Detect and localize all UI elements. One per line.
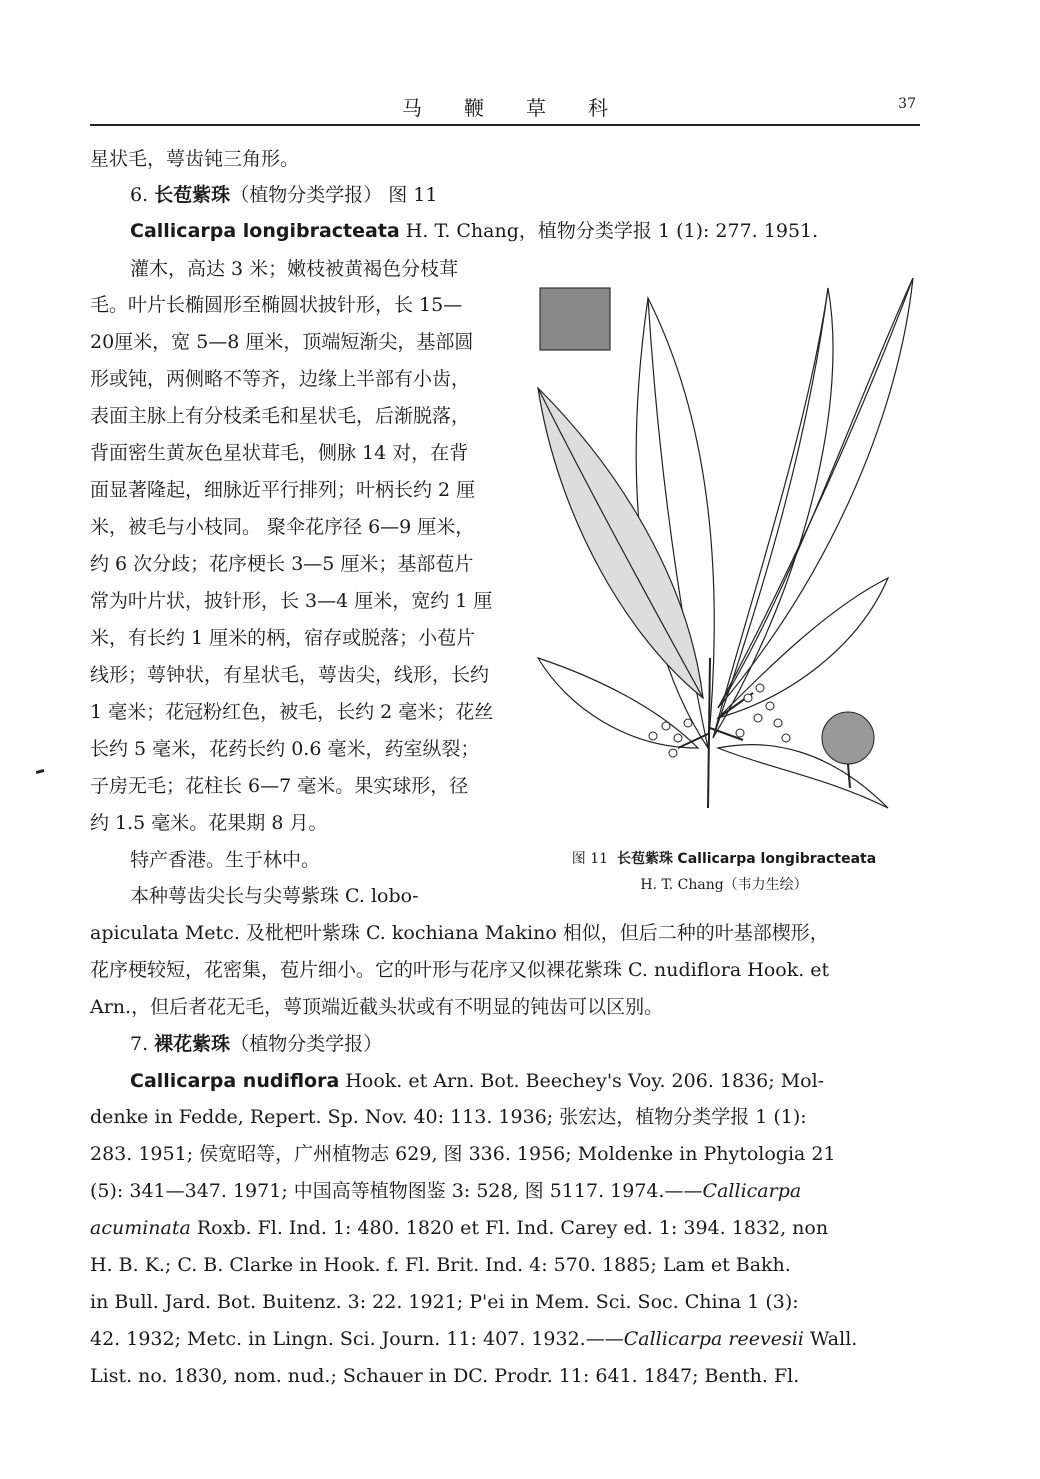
text-line: 灌木，高达 3 米；嫩枝被黄褐色分枝茸 — [130, 258, 459, 280]
species-number: 7. — [130, 1033, 155, 1055]
text-line: 长约 5 毫米，花药长约 0.6 毫米，药室纵裂； — [90, 738, 480, 760]
species-7-heading — [130, 1031, 382, 1057]
text-line — [90, 1178, 801, 1204]
species-7-citation — [130, 1068, 824, 1094]
text-line — [90, 1215, 828, 1241]
citation-text: H. T. Chang，植物分类学报 1 (1): 277. 1951. — [399, 220, 819, 242]
fruit-detail — [822, 712, 874, 764]
caption-label: 图 11 — [571, 851, 609, 867]
species-number: 6. — [130, 184, 155, 206]
figure-caption — [528, 848, 920, 868]
flower — [736, 729, 744, 737]
text-line: denke in Fedde, Repert. Sp. Nov. 40: 113. 1936; 张宏达，植物分类学报 1 (1): — [90, 1106, 807, 1128]
text-line: 毛。叶片长椭圆形至椭圆状披针形，长 15— — [90, 294, 463, 316]
text-line: 约 6 次分歧；花序梗长 3—5 厘米；基部苞片 — [90, 553, 474, 575]
flower — [744, 694, 752, 702]
text-line: 子房无毛；花柱长 6—7 毫米。果实球形，径 — [90, 775, 469, 797]
flower — [774, 719, 782, 727]
text-line: 表面主脉上有分枝柔毛和星状毛，后渐脱落， — [90, 405, 471, 427]
figure-caption-author: H. T. Chang（韦力生绘） — [640, 877, 808, 893]
text-line: 形或钝，两侧略不等齐，边缘上半部有小齿， — [90, 368, 471, 390]
italic-synonym: acuminata — [90, 1217, 191, 1239]
text-line: 283. 1951; 侯宽昭等，广州植物志 629, 图 336. 1956; Moldenke in Phytologia 21 — [90, 1143, 836, 1165]
species-6-heading — [130, 182, 437, 208]
citation-text: 42. 1932; Metc. in Lingn. Sci. Journ. 11: 407. 1932.—— — [90, 1328, 624, 1350]
text-line: 米，有长约 1 厘米的柄，宿存或脱落；小苞片 — [90, 627, 476, 649]
caption-latin-name: Callicarpa longibracteata — [677, 851, 877, 867]
text-line: 本种萼齿尖长与尖萼紫珠 C. lobo- — [130, 885, 419, 907]
flower — [766, 702, 774, 710]
text-line: Arn.，但后者花无毛，萼顶端近截头状或有不明显的钝齿可以区别。 — [90, 996, 664, 1018]
flower — [782, 734, 790, 742]
leaf — [718, 278, 913, 708]
caption-cn-name: 长苞紫珠 — [616, 851, 673, 867]
text-line — [90, 1326, 857, 1352]
fruit-stalk — [848, 764, 850, 788]
text-line: 花序梗较短，花密集，苞片细小。它的叶形与花序又似裸花紫珠 C. nudiflora Hook. et — [90, 959, 830, 981]
flower — [669, 749, 677, 757]
citation-text: Wall. — [803, 1328, 858, 1350]
text-line: List. no. 1830, nom. nud.; Schauer in DC. Prodr. 11: 641. 1847; Benth. Fl. — [90, 1365, 800, 1387]
italic-synonym: Callicarpa — [702, 1180, 802, 1202]
text-line: 特产香港。生于林中。 — [130, 849, 321, 871]
leaf — [538, 388, 703, 698]
text-line: 1 毫米；花冠粉红色，被毛，长约 2 毫米；花丝 — [90, 701, 494, 723]
species-name: 裸花紫珠 — [154, 1033, 231, 1055]
latin-name: Callicarpa nudiflora — [130, 1070, 340, 1092]
text-line: 常为叶片状，披针形，长 3—4 厘米，宽约 1 厘 — [90, 590, 493, 612]
flower — [662, 722, 670, 730]
flower — [649, 732, 657, 740]
running-header — [90, 88, 920, 126]
text-line: 星状毛，萼齿钝三角形。 — [90, 148, 300, 170]
species-name: 长苞紫珠 — [154, 184, 231, 206]
text-line: H. B. K.; C. B. Clarke in Hook. f. Fl. Brit. Ind. 4: 570. 1885; Lam et Bakh. — [90, 1254, 791, 1276]
header-title: 马鞭草科 — [402, 96, 650, 120]
text-line: apiculata Metc. 及枇杷叶紫珠 C. kochiana Makino 相似，但后二种的叶基部楔形， — [90, 922, 829, 944]
text-line: in Bull. Jard. Bot. Buitenz. 3: 22. 1921; P'ei in Mem. Sci. Soc. China 1 (3): — [90, 1291, 799, 1313]
text-line: 背面密生黄灰色星状茸毛，侧脉 14 对，在背 — [90, 442, 469, 464]
page-number: 37 — [898, 96, 916, 112]
flower — [754, 714, 762, 722]
flower — [684, 719, 692, 727]
text-line: 米，被毛与小枝同。 聚伞花序径 6—9 厘米， — [90, 516, 475, 538]
citation-text: (5): 341—347. 1971; 中国高等植物图鉴 3: 528, 图 5117. 1974.—— — [90, 1180, 703, 1202]
plant-illustration — [528, 278, 920, 818]
leaf — [636, 298, 714, 748]
text-line: 线形；萼钟状，有星状毛，萼齿尖，线形，长约 — [90, 664, 490, 686]
species-source: （植物分类学报） 图 11 — [230, 184, 438, 206]
species-6-citation — [130, 218, 818, 244]
latin-name: Callicarpa longibracteata — [130, 220, 400, 242]
species-source: （植物分类学报） — [230, 1033, 383, 1055]
flower — [756, 684, 764, 692]
italic-synonym: Callicarpa reevesii — [623, 1328, 804, 1350]
texture-inset — [540, 288, 610, 350]
margin-mark — [36, 769, 45, 774]
citation-text: Roxb. Fl. Ind. 1: 480. 1820 et Fl. Ind. Carey ed. 1: 394. 1832, non — [190, 1217, 829, 1239]
text-line: 面显著隆起，细脉近平行排列；叶柄长约 2 厘 — [90, 479, 476, 501]
citation-text: Hook. et Arn. Bot. Beechey's Voy. 206. 1836; Mol- — [339, 1070, 825, 1092]
text-line: 约 1.5 毫米。花果期 8 月。 — [90, 812, 328, 834]
text-line: 20厘米，宽 5—8 厘米，顶端短渐尖，基部圆 — [90, 331, 474, 353]
flower — [674, 734, 682, 742]
